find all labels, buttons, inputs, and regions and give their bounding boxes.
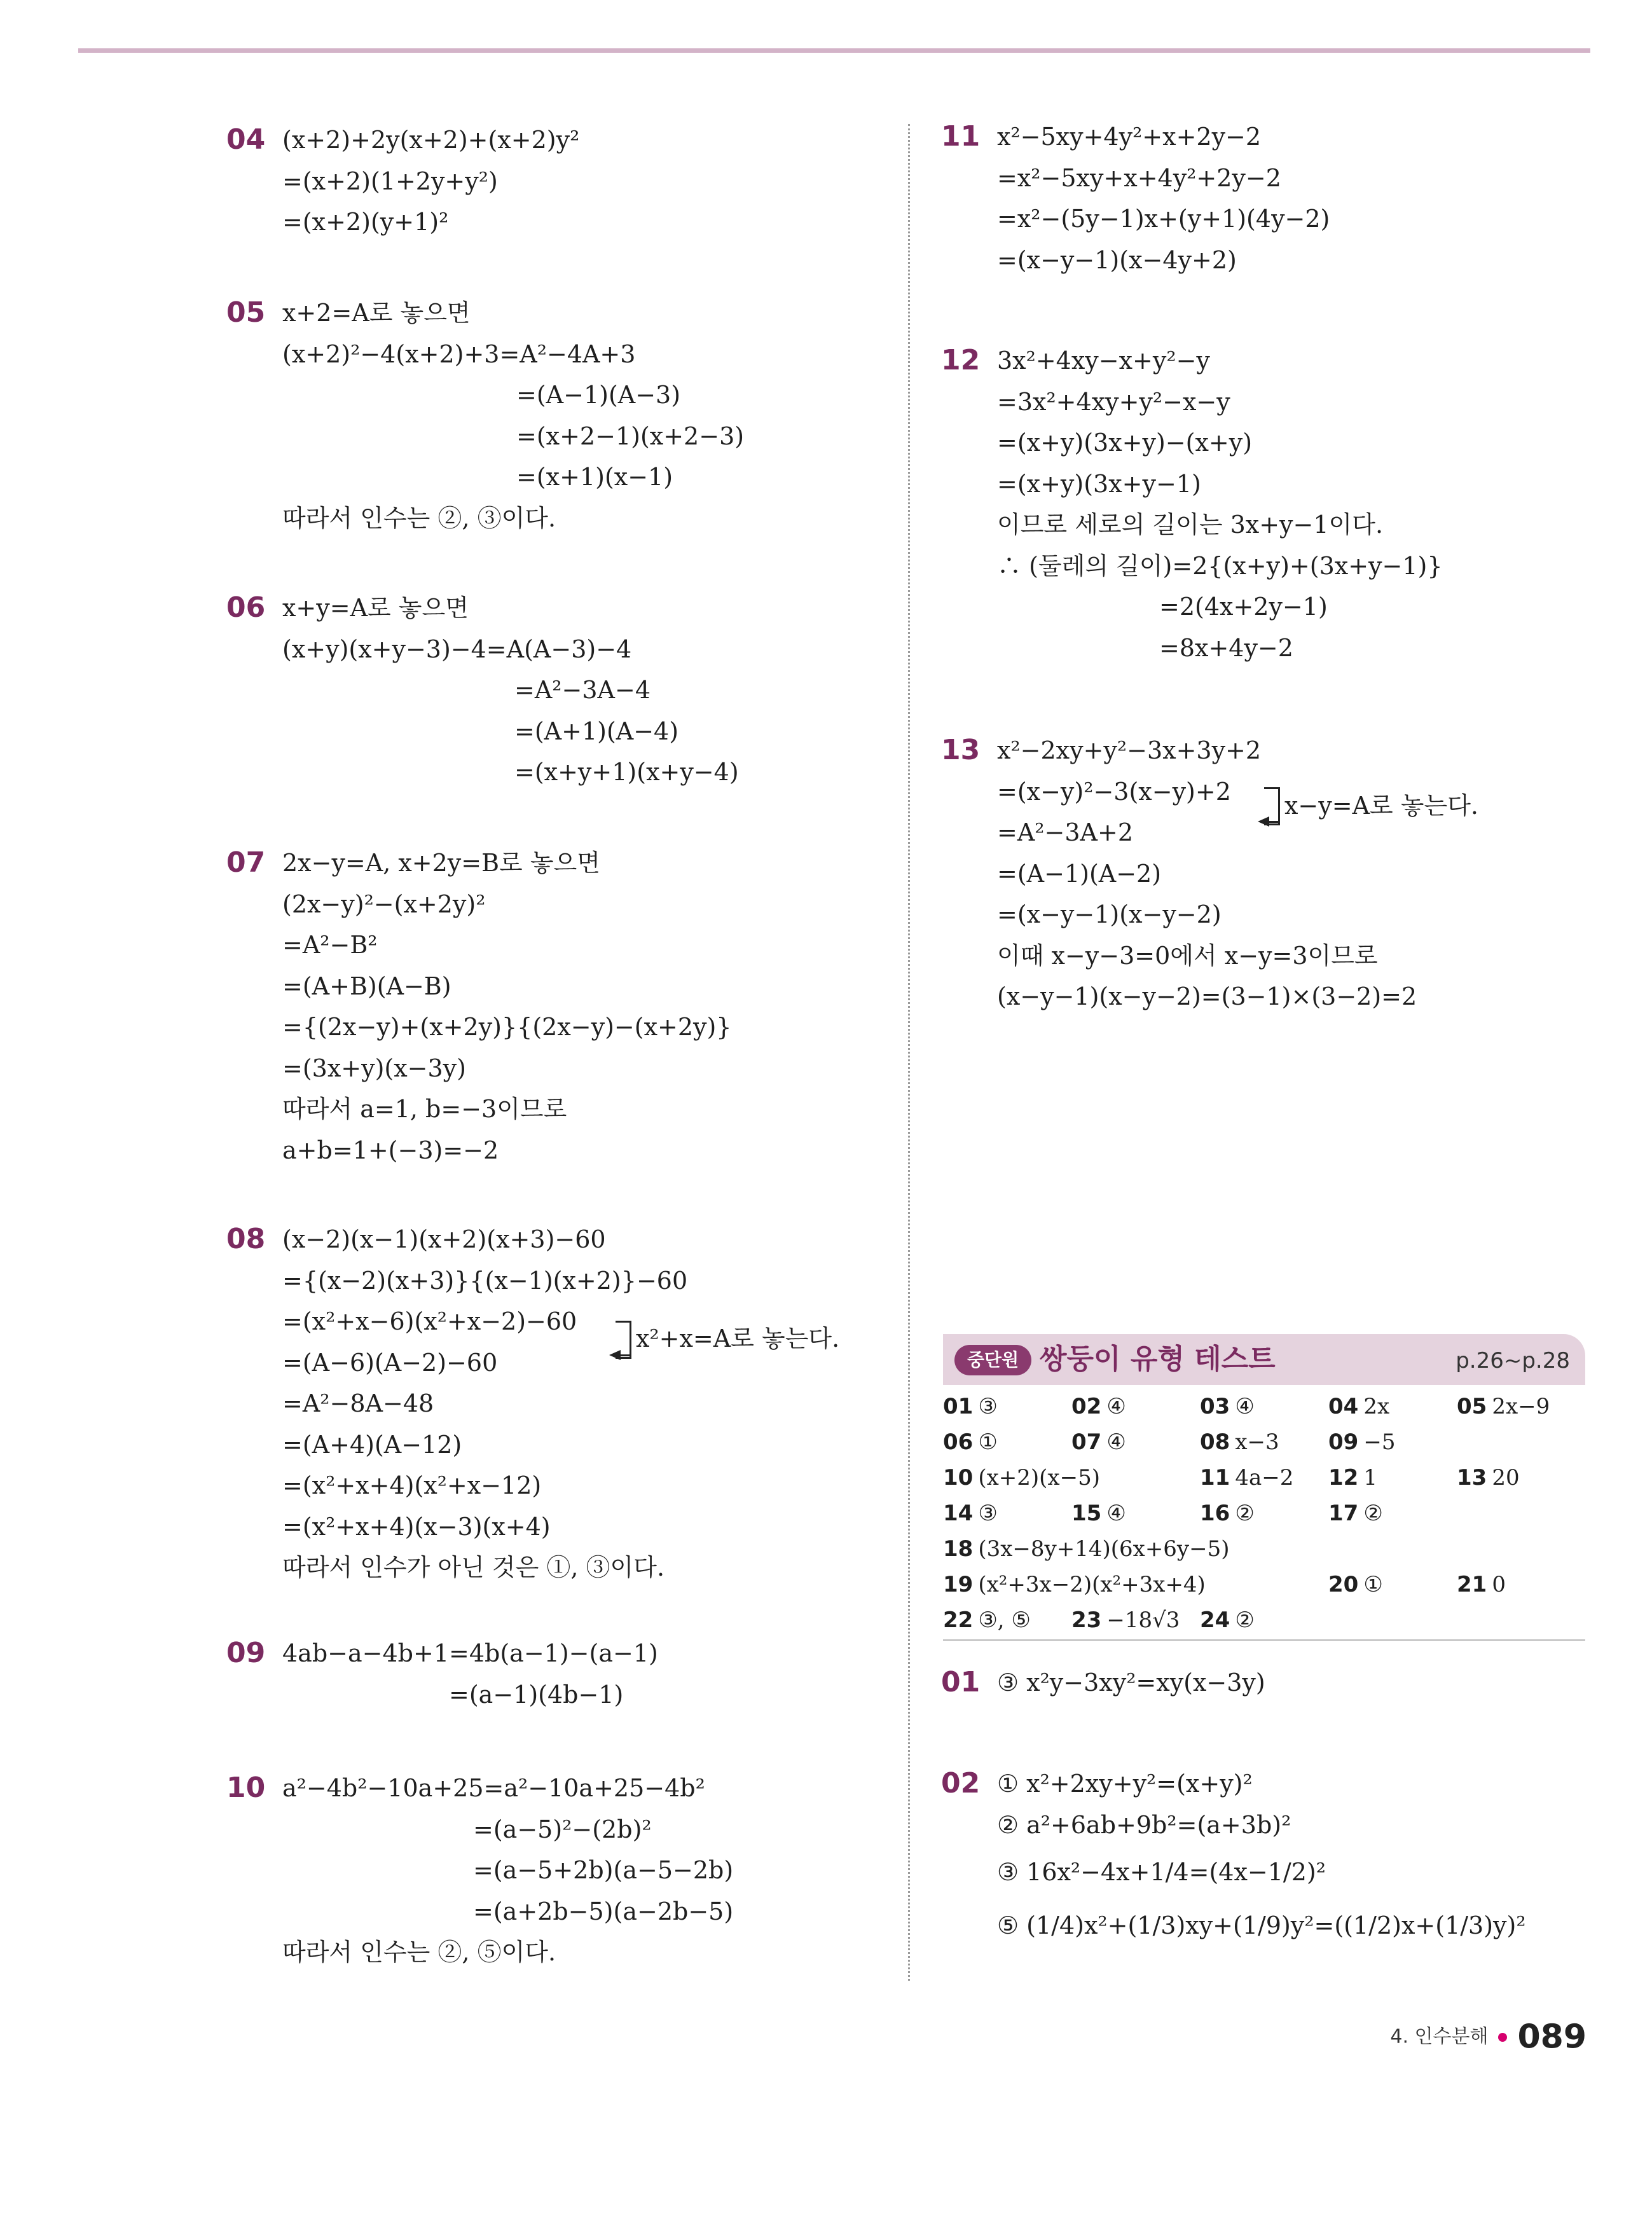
- page-footer: [1390, 2014, 1587, 2059]
- answer-row: [943, 1567, 1585, 1602]
- answer-value: x−3: [1235, 1429, 1279, 1455]
- solution-line: =(A−1)(A−2): [997, 859, 1162, 888]
- answer-number: 02: [1071, 1394, 1102, 1419]
- solution-line: =A²−8A−48: [282, 1389, 434, 1417]
- solution-line: =(3x+y)(x−3y): [282, 1054, 466, 1082]
- solution-line: ② a²+6ab+9b²=(a+3b)²: [997, 1810, 1291, 1839]
- solution-line: =(A−6)(A−2)−60: [282, 1348, 498, 1377]
- answer-value: 4a−2: [1235, 1465, 1294, 1490]
- solution-line: =2(4x+2y−1): [1159, 593, 1328, 621]
- problem-number: 04: [226, 123, 266, 156]
- answer-value: 1: [1363, 1465, 1377, 1490]
- solution-line: (x−2)(x−1)(x+2)(x+3)−60: [282, 1225, 606, 1253]
- answer-value: ②: [1235, 1501, 1255, 1526]
- section-title: 쌍둥이 유형 테스트: [1040, 1343, 1276, 1375]
- solution-line: x²−5xy+4y²+x+2y−2: [997, 123, 1262, 151]
- answer-number: 18: [943, 1536, 974, 1562]
- solution-line: =(x²+x−6)(x²+x−2)−60: [282, 1307, 577, 1335]
- solution-line: 4ab−a−4b+1=4b(a−1)−(a−1): [282, 1639, 658, 1667]
- answer-number: 06: [943, 1429, 974, 1455]
- solution-line: 따라서 인수가 아닌 것은 ①, ③이다.: [282, 1553, 665, 1581]
- answer-row: [943, 1424, 1585, 1460]
- solution-line: =(A+B)(A−B): [282, 972, 451, 1000]
- problem-number: 05: [226, 296, 266, 329]
- answer-value: ②: [1363, 1501, 1383, 1526]
- solution-line: =(x+2−1)(x+2−3): [516, 422, 745, 450]
- solution-line: =(a−5)²−(2b)²: [473, 1815, 652, 1843]
- answer-row: [943, 1389, 1585, 1424]
- problem-number: 08: [226, 1223, 266, 1255]
- solution-line: (x−y−1)(x−y−2)=(3−1)×(3−2)=2: [997, 982, 1417, 1010]
- solution-line: ③ 16x²−4x+1/4=(4x−1/2)²: [997, 1858, 1326, 1886]
- solution-line: =(x+2)(y+1)²: [282, 208, 449, 236]
- solution-line: =(x²+x+4)(x−3)(x+4): [282, 1512, 551, 1541]
- answer-number: 13: [1457, 1465, 1487, 1490]
- solution-line: (x+2)+2y(x+2)+(x+2)y²: [282, 126, 580, 154]
- solution-line: 이때 x−y−3=0에서 x−y=3이므로: [997, 941, 1378, 970]
- solution-line: ⑤ (1/4)x²+(1/3)xy+(1/9)y²=((1/2)x+(1/3)y)²: [997, 1911, 1526, 1939]
- answer-value: ①: [1363, 1572, 1383, 1597]
- answer-value: 2x: [1363, 1394, 1390, 1419]
- column-divider: [908, 124, 910, 1981]
- solution-line: ={(x−2)(x+3)}{(x−1)(x+2)}−60: [282, 1266, 688, 1295]
- solution-line: =(x+1)(x−1): [516, 463, 673, 491]
- answer-value: 0: [1492, 1572, 1506, 1597]
- solution-line: (x+2)²−4(x+2)+3=A²−4A+3: [282, 340, 636, 368]
- solution-line: =(a+2b−5)(a−2b−5): [473, 1897, 734, 1925]
- answer-value: ④: [1106, 1429, 1126, 1455]
- solution-line: =(A+1)(A−4): [514, 717, 679, 745]
- solution-line: =3x²+4xy+y²−x−y: [997, 387, 1230, 416]
- solution-line: =(x²+x+4)(x²+x−12): [282, 1471, 542, 1499]
- solution-line: (2x−y)²−(x+2y)²: [282, 890, 486, 918]
- solution-line: =x²−5xy+x+4y²+2y−2: [997, 163, 1281, 192]
- answer-number: 21: [1457, 1572, 1487, 1597]
- section-header: [943, 1334, 1585, 1385]
- answer-number: 17: [1328, 1501, 1359, 1526]
- solution-line: =(a−5+2b)(a−5−2b): [473, 1856, 734, 1884]
- solution-line: =A²−3A−4: [514, 676, 650, 704]
- problem-number: 12: [941, 344, 981, 376]
- answer-row: [943, 1602, 1585, 1638]
- arrow-left-icon: [609, 1350, 621, 1360]
- answer-number: 09: [1328, 1429, 1359, 1455]
- answer-value: 2x−9: [1492, 1394, 1550, 1419]
- answer-number: 19: [943, 1572, 974, 1597]
- answer-value: ④: [1106, 1501, 1126, 1526]
- problem-number: 07: [226, 846, 266, 879]
- answer-number: 03: [1200, 1394, 1230, 1419]
- solution-line: 따라서 인수는 ②, ⑤이다.: [282, 1938, 556, 1966]
- answer-number: 08: [1200, 1429, 1230, 1455]
- separator-dot-icon: [1498, 2033, 1507, 2042]
- solution-line: 3x²+4xy−x+y²−y: [997, 347, 1210, 375]
- solution-line: =(x+y)(3x+y)−(x+y): [997, 429, 1253, 457]
- solution-line: =(x+y)(3x+y−1): [997, 469, 1201, 498]
- problem-number: 10: [226, 1772, 266, 1804]
- answer-value: −5: [1363, 1429, 1396, 1455]
- solution-line: a+b=1+(−3)=−2: [282, 1136, 499, 1164]
- answer-value: ③: [978, 1394, 998, 1419]
- substitution-note: x²+x=A로 놓는다.: [636, 1325, 840, 1352]
- solution-line: (x+y)(x+y−3)−4=A(A−3)−4: [282, 635, 632, 663]
- solution-line: =(x−y−1)(x−y−2): [997, 900, 1222, 928]
- answer-number: 15: [1071, 1501, 1102, 1526]
- solution-line: =(x−y)²−3(x−y)+2: [997, 777, 1231, 806]
- substitution-note: x−y=A로 놓는다.: [1284, 792, 1479, 820]
- solution-line: a²−4b²−10a+25=a²−10a+25−4b²: [282, 1774, 705, 1802]
- answer-value: (x+2)(x−5): [978, 1465, 1100, 1490]
- section-page-range: p.26~p.28: [1456, 1348, 1570, 1373]
- solution-line: ③ x²y−3xy²=xy(x−3y): [997, 1669, 1265, 1697]
- solution-line: =(x−y−1)(x−4y+2): [997, 245, 1237, 274]
- solution-line: 따라서 a=1, b=−3이므로: [282, 1095, 567, 1123]
- answer-number: 04: [1328, 1394, 1359, 1419]
- problem-number: 01: [941, 1666, 981, 1698]
- answer-number: 12: [1328, 1465, 1359, 1490]
- top-decorative-bar: [78, 48, 1590, 53]
- solution-line: =8x+4y−2: [1159, 633, 1293, 662]
- answer-number: 14: [943, 1501, 974, 1526]
- problem-number: 09: [226, 1637, 266, 1669]
- answer-number: 07: [1071, 1429, 1102, 1455]
- solution-line: 따라서 인수는 ②, ③이다.: [282, 504, 556, 532]
- answer-divider: [943, 1639, 1585, 1641]
- solution-line: =A²−B²: [282, 931, 378, 959]
- answer-row: [943, 1531, 1585, 1567]
- answer-row: [943, 1460, 1585, 1496]
- problem-number: 13: [941, 734, 981, 766]
- problem-number: 06: [226, 591, 266, 624]
- solution-line: =(x+y+1)(x+y−4): [514, 758, 739, 786]
- solution-line: x+y=A로 놓으면: [282, 594, 469, 622]
- answer-number: 23: [1071, 1607, 1102, 1633]
- answer-value: ①: [978, 1429, 998, 1455]
- answer-value: 20: [1492, 1465, 1520, 1490]
- answer-number: 24: [1200, 1607, 1230, 1633]
- solution-line: =(A−1)(A−3): [516, 381, 681, 409]
- answer-number: 20: [1328, 1572, 1359, 1597]
- answer-value: ②: [1235, 1607, 1255, 1633]
- answer-number: 22: [943, 1607, 974, 1633]
- arrow-left-icon: [1258, 816, 1269, 827]
- answer-number: 01: [943, 1394, 974, 1419]
- page-number: 089: [1517, 2018, 1587, 2056]
- solution-line: ① x²+2xy+y²=(x+y)²: [997, 1770, 1253, 1798]
- chapter-label: 4. 인수분해: [1390, 2025, 1489, 2048]
- answer-value: ③, ⑤: [978, 1607, 1031, 1633]
- solution-line: x²−2xy+y²−3x+3y+2: [997, 736, 1262, 764]
- solution-line: x+2=A로 놓으면: [282, 299, 471, 327]
- solution-line: =(x+2)(1+2y+y²): [282, 167, 498, 195]
- solution-line: =x²−(5y−1)x+(y+1)(4y−2): [997, 205, 1330, 233]
- solution-line: 2x−y=A, x+2y=B로 놓으면: [282, 849, 600, 877]
- answer-row: [943, 1496, 1585, 1531]
- solution-line: =(A+4)(A−12): [282, 1430, 462, 1459]
- problem-number: 11: [941, 120, 981, 153]
- answer-value: (x²+3x−2)(x²+3x+4): [978, 1572, 1206, 1597]
- answer-number: 10: [943, 1465, 974, 1490]
- answer-number: 05: [1457, 1394, 1487, 1419]
- answer-value: ④: [1235, 1394, 1255, 1419]
- answer-value: (3x−8y+14)(6x+6y−5): [978, 1536, 1230, 1562]
- section-badge: 중단원: [954, 1345, 1031, 1375]
- solution-line: =(a−1)(4b−1): [449, 1680, 624, 1709]
- answer-value: −18√3: [1106, 1607, 1180, 1633]
- answer-grid: [943, 1389, 1585, 1638]
- solution-line: 이므로 세로의 길이는 3x+y−1이다.: [997, 511, 1384, 539]
- solution-line: ={(2x−y)+(x+2y)}{(2x−y)−(x+2y)}: [282, 1013, 732, 1041]
- answer-value: ④: [1106, 1394, 1126, 1419]
- answer-value: ③: [978, 1501, 998, 1526]
- problem-number: 02: [941, 1767, 981, 1800]
- solution-line: ∴ (둘레의 길이)=2{(x+y)+(3x+y−1)}: [997, 551, 1443, 580]
- solution-line: =A²−3A+2: [997, 818, 1133, 846]
- answer-number: 16: [1200, 1501, 1230, 1526]
- answer-number: 11: [1200, 1465, 1230, 1490]
